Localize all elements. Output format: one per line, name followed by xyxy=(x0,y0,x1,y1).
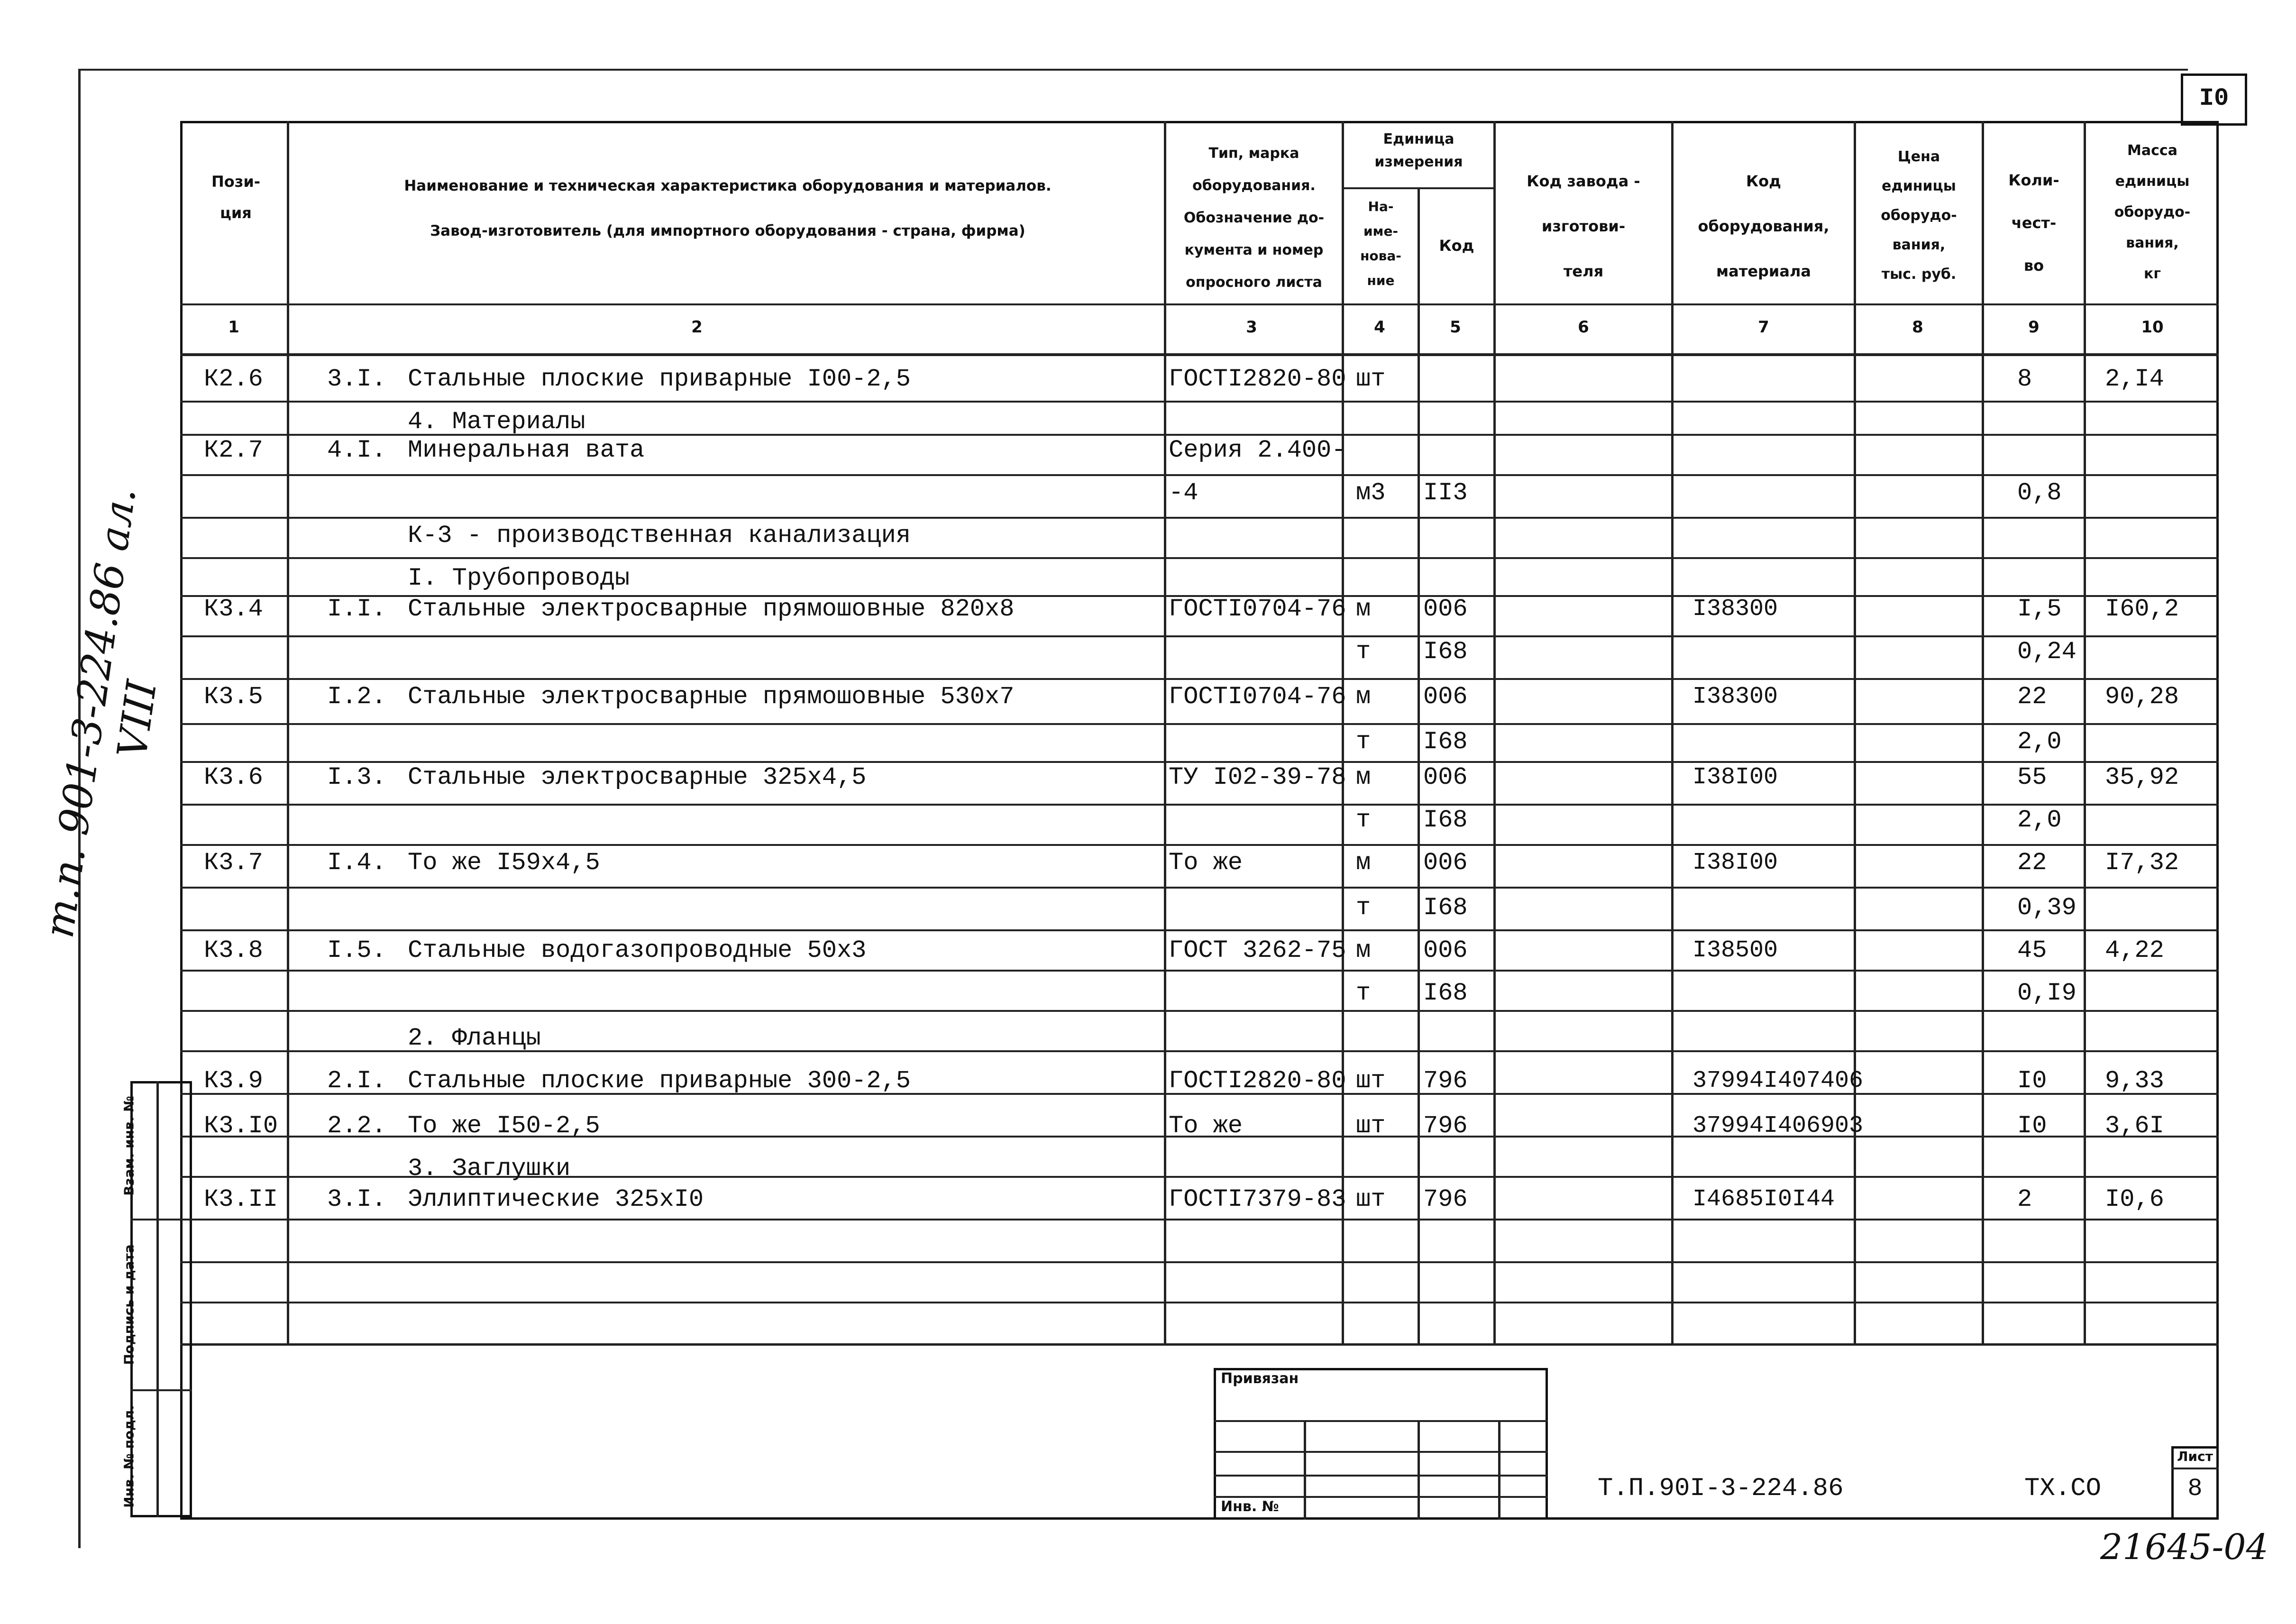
cell-code: 37994I406903 xyxy=(1692,1112,1864,1139)
cell-qty: I0 xyxy=(2017,1112,2047,1140)
row-line xyxy=(180,1302,2219,1303)
side-stamp-line xyxy=(156,1081,159,1517)
cell-unit: шт xyxy=(1356,1067,1386,1095)
cell-mass: I60,2 xyxy=(2105,595,2179,623)
cell-mass: 35,92 xyxy=(2105,763,2179,791)
cell-pos: К3.II xyxy=(204,1185,278,1213)
header-mass: Масса единицы оборудо- вания, кг xyxy=(2114,142,2191,282)
cell-num: 3.I. xyxy=(327,365,386,393)
sheet-number: I0 xyxy=(2199,84,2229,112)
cell-ucode: I68 xyxy=(1423,806,1468,834)
cell-ucode: I68 xyxy=(1423,728,1468,756)
cell-pos: К3.7 xyxy=(204,849,263,877)
row-line xyxy=(180,517,2219,519)
cell-qty: I,5 xyxy=(2017,595,2062,623)
row-line xyxy=(180,723,2219,725)
cell-num: I.4. xyxy=(327,849,386,877)
row-line xyxy=(180,887,2219,889)
header-line xyxy=(1342,187,1496,189)
header-code: Код оборудования, материала xyxy=(1698,172,1829,280)
cell-ucode: 006 xyxy=(1423,763,1468,791)
cell-ucode: 006 xyxy=(1423,849,1468,877)
cell-name: 4. Материалы xyxy=(408,408,585,436)
row-line xyxy=(180,1219,2219,1220)
cell-ucode: 006 xyxy=(1423,683,1468,711)
cell-qty: 22 xyxy=(2017,683,2047,711)
col-line xyxy=(1418,187,1420,1344)
cell-type: ГОСТ 3262-75 xyxy=(1169,936,1346,964)
cell-pos: К2.7 xyxy=(204,436,263,464)
cell-code: I38300 xyxy=(1692,596,1778,623)
cell-ucode: I68 xyxy=(1423,638,1468,666)
row-line xyxy=(180,474,2219,476)
header-unit: Единица измерения xyxy=(1374,131,1463,170)
cell-num: I.2. xyxy=(327,683,386,711)
col-number: 6 xyxy=(1578,318,1589,337)
cell-type: ТУ I02-39-78 xyxy=(1169,763,1346,791)
col-number: 1 xyxy=(228,318,239,337)
outer-top-border xyxy=(78,69,2188,71)
sheet-label: Лист xyxy=(2177,1449,2213,1464)
cell-name: I. Трубопроводы xyxy=(408,564,630,592)
cell-num: I.I. xyxy=(327,595,386,623)
row-line xyxy=(180,804,2219,806)
stamp-line xyxy=(1418,1420,1420,1520)
cell-unit: м xyxy=(1356,849,1371,877)
row-line xyxy=(180,557,2219,559)
row-line xyxy=(180,844,2219,846)
cell-unit: м xyxy=(1356,683,1371,711)
cell-unit: т xyxy=(1356,894,1371,922)
cell-unit: т xyxy=(1356,728,1371,756)
side-stamp-line xyxy=(130,1219,192,1220)
cell-num: 2.I. xyxy=(327,1067,386,1095)
cell-pos: К3.I0 xyxy=(204,1112,278,1140)
header-type: Тип, марка оборудования. Обозначение до- кумента и номер опросного листа xyxy=(1183,145,1325,291)
cell-name: 3. Заглушки xyxy=(408,1155,571,1183)
cell-name: Стальные водогазопроводные 50х3 xyxy=(408,936,867,964)
row-line xyxy=(180,1343,2219,1346)
cell-code: I4685I0I44 xyxy=(1692,1186,1835,1213)
cell-code: I38I00 xyxy=(1692,849,1778,876)
cell-type: ГОСТI2820-80 xyxy=(1169,1067,1346,1095)
row-line xyxy=(180,635,2219,637)
margin-note: т.п. 901-3-224.86 ал. VIII xyxy=(35,484,166,941)
cell-num: I.5. xyxy=(327,936,386,964)
cell-ucode: 796 xyxy=(1423,1112,1468,1140)
cell-qty: 55 xyxy=(2017,763,2047,791)
cell-mass: 2,I4 xyxy=(2105,365,2164,393)
cell-type: ГОСТI7379-83 xyxy=(1169,1185,1346,1213)
cell-ucode: 006 xyxy=(1423,595,1468,623)
cell-qty: 0,8 xyxy=(2017,479,2062,507)
col-number: 10 xyxy=(2141,318,2164,337)
side-vzam: Взам. инв. № xyxy=(121,1096,137,1196)
cell-num: 2.2. xyxy=(327,1112,386,1140)
row-line xyxy=(180,401,2219,403)
side-podpis: Подпись и дата xyxy=(121,1244,137,1365)
cell-mass: I0,6 xyxy=(2105,1185,2164,1213)
row-line xyxy=(180,1010,2219,1012)
inv-no-label: Инв. № xyxy=(1221,1498,1279,1515)
cell-num: 3.I. xyxy=(327,1185,386,1213)
header-price: Цена единицы оборудо- вания, тыс. руб. xyxy=(1881,148,1957,283)
cell-name: Стальные плоские приварные 300-2,5 xyxy=(408,1067,911,1095)
cell-type: То же xyxy=(1169,1112,1243,1140)
header-name: Наименование и техническая характеристика оборудования и материалов. Завод-изготовитель (для импортного оборудования - страна, фирма) xyxy=(404,177,1052,239)
cell-type: ГОСТI0704-76 xyxy=(1169,595,1346,623)
header-maker: Код завода - изготови- теля xyxy=(1527,172,1640,280)
header-qty: Коли- чест- во xyxy=(2008,171,2059,275)
cell-ucode: 006 xyxy=(1423,936,1468,964)
cell-name: Стальные электросварные прямошовные 530х7 xyxy=(408,683,1015,711)
cell-mass: 90,28 xyxy=(2105,683,2179,711)
inventory-stamp: 21645-04 xyxy=(2100,1527,2269,1568)
cell-num: 4.I. xyxy=(327,436,386,464)
cell-qty: 0,I9 xyxy=(2017,979,2076,1007)
stamp-line xyxy=(1498,1420,1500,1520)
cell-type: ГОСТI0704-76 xyxy=(1169,683,1346,711)
cell-unit: шт xyxy=(1356,1185,1386,1213)
row-line xyxy=(180,761,2219,763)
cell-pos: К3.9 xyxy=(204,1067,263,1095)
cell-unit: т xyxy=(1356,638,1371,666)
cell-qty: 2 xyxy=(2017,1185,2032,1213)
cell-pos: К3.5 xyxy=(204,683,263,711)
cell-type: ГОСТI2820-80 xyxy=(1169,365,1346,393)
cell-qty: 8 xyxy=(2017,365,2032,393)
cell-name: То же I50-2,5 xyxy=(408,1112,600,1140)
cell-ucode: I68 xyxy=(1423,894,1468,922)
header-pos: Пози- ция xyxy=(211,173,261,222)
header-line xyxy=(180,353,2219,356)
sheet-value: 8 xyxy=(2187,1475,2203,1503)
cell-unit: шт xyxy=(1356,1112,1386,1140)
cell-pos: К3.8 xyxy=(204,936,263,964)
cell-type: Серия 2.400- xyxy=(1169,436,1346,464)
cell-type: То же xyxy=(1169,849,1243,877)
header-unit-code: Код xyxy=(1439,237,1474,255)
cell-name: То же I59х4,5 xyxy=(408,849,600,877)
col-number: 5 xyxy=(1450,318,1461,337)
cell-unit: т xyxy=(1356,979,1371,1007)
cell-name: К-3 - производственная канализация xyxy=(408,522,911,550)
cell-qty: 22 xyxy=(2017,849,2047,877)
cell-qty: 2,0 xyxy=(2017,806,2062,834)
cell-qty: I0 xyxy=(2017,1067,2047,1095)
cell-qty: 2,0 xyxy=(2017,728,2062,756)
col-number: 8 xyxy=(1912,318,1923,337)
privyazan-label: Привязан xyxy=(1221,1370,1299,1387)
sheet-box-line xyxy=(2171,1468,2219,1469)
cell-pos: К2.6 xyxy=(204,365,263,393)
cell-mass: 3,6I xyxy=(2105,1112,2164,1140)
col-number: 9 xyxy=(2028,318,2040,337)
cell-ucode: 796 xyxy=(1423,1067,1468,1095)
cell-unit: м xyxy=(1356,936,1371,964)
row-line xyxy=(180,929,2219,931)
side-inv: Инв. № подл. xyxy=(121,1405,137,1508)
cell-unit: шт xyxy=(1356,365,1386,393)
cell-type: -4 xyxy=(1169,479,1198,507)
stamp-line xyxy=(1304,1420,1306,1520)
cell-code: I38300 xyxy=(1692,683,1778,710)
cell-name: Минеральная вата xyxy=(408,436,645,464)
cell-code: I38500 xyxy=(1692,937,1778,964)
cell-qty: 0,24 xyxy=(2017,638,2076,666)
cell-name: Стальные электросварные прямошовные 820х8 xyxy=(408,595,1015,623)
col-number: 4 xyxy=(1374,318,1385,337)
col-number: 7 xyxy=(1758,318,1769,337)
col-number: 3 xyxy=(1246,318,1257,337)
cell-qty: 0,39 xyxy=(2017,894,2076,922)
cell-code: 37994I407406 xyxy=(1692,1067,1864,1094)
cell-pos: К3.6 xyxy=(204,763,263,791)
document-mark: ТХ.СО xyxy=(2024,1474,2102,1503)
document-code: Т.П.90I-3-224.86 xyxy=(1598,1474,1844,1503)
cell-name: 2. Фланцы xyxy=(408,1024,541,1052)
cell-unit: т xyxy=(1356,806,1371,834)
cell-name: Эллиптические 325хI0 xyxy=(408,1185,704,1213)
header-line xyxy=(180,303,2219,305)
header-unit-name: На- име- нова- ние xyxy=(1360,199,1401,288)
row-line xyxy=(180,678,2219,680)
cell-mass: I7,32 xyxy=(2105,849,2179,877)
row-line xyxy=(180,970,2219,972)
cell-ucode: II3 xyxy=(1423,479,1468,507)
cell-mass: 9,33 xyxy=(2105,1067,2164,1095)
cell-code: I38I00 xyxy=(1692,764,1778,791)
cell-qty: 45 xyxy=(2017,936,2047,964)
cell-name: Стальные плоские приварные I00-2,5 xyxy=(408,365,911,393)
col-number: 2 xyxy=(691,318,703,337)
cell-num: I.3. xyxy=(327,763,386,791)
cell-name: Стальные электросварные 325х4,5 xyxy=(408,763,867,791)
row-line xyxy=(180,1261,2219,1263)
side-stamp xyxy=(130,1081,192,1517)
side-stamp-line xyxy=(130,1389,192,1391)
cell-ucode: 796 xyxy=(1423,1185,1468,1213)
cell-ucode: I68 xyxy=(1423,979,1468,1007)
cell-mass: 4,22 xyxy=(2105,936,2164,964)
cell-unit: м3 xyxy=(1356,479,1386,507)
cell-unit: м xyxy=(1356,763,1371,791)
cell-unit: м xyxy=(1356,595,1371,623)
cell-pos: К3.4 xyxy=(204,595,263,623)
